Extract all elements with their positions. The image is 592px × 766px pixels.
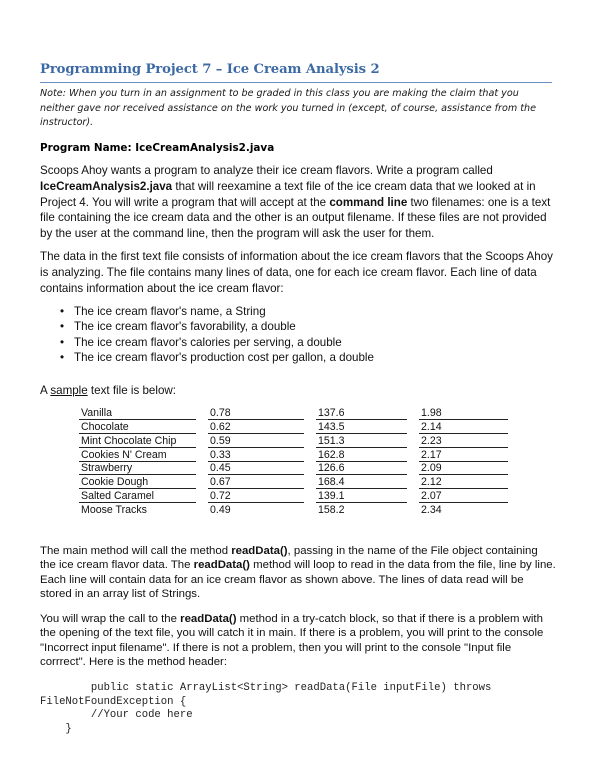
cost: 1.98 [419, 406, 508, 419]
calories: 143.5 [316, 419, 407, 433]
code-line: //Your code here [40, 709, 193, 722]
column-gap [304, 461, 316, 475]
cost: 2.07 [419, 489, 508, 503]
flavor-name: Moose Tracks [81, 504, 147, 517]
calories: 158.2 [318, 504, 345, 517]
column-gap [304, 475, 316, 489]
honesty-note: Note: When you turn in an assignment to be graded in this class you are making the claim that you neither gave nor received assistance on the work you turned in (except, of course, assistance from the instructor). [40, 88, 536, 128]
method-name: readData() [193, 559, 250, 572]
favorability: 0.67 [208, 475, 304, 489]
cost: 2.23 [419, 433, 508, 447]
flavor-name: Strawberry [79, 461, 196, 475]
list-item: • The ice cream flavor's production cost per gallon, a double [60, 350, 374, 365]
method-header-code [40, 682, 491, 736]
page-title: Programming Project 7 – Ice Cream Analysis 2 [40, 62, 380, 77]
table-row [79, 433, 508, 447]
list-item: • The ice cream flavor's favorability, a double [60, 319, 374, 334]
main-text-3: method will loop to read in the data from the file, line by line. Each line will contain data for an ice cream flavor as shown above. The lines of data read will be stored in an array list of Strings. [40, 559, 556, 601]
cost: 2.17 [419, 447, 508, 461]
intro-text-2: that will reexamine a text file of the ice cream data that we looked at in Project 4. You will write a program that will accept at the [40, 179, 536, 209]
favorability: 0.49 [210, 504, 231, 517]
table-row [79, 461, 508, 475]
sample-data-table [79, 406, 508, 516]
calories: 162.8 [316, 447, 407, 461]
favorability: 0.72 [208, 489, 304, 503]
favorability: 0.59 [208, 433, 304, 447]
method-name: readData() [231, 545, 288, 557]
column-gap [407, 461, 419, 475]
favorability: 0.45 [208, 461, 304, 475]
try-text-1: You will wrap the call to the [40, 613, 181, 625]
column-gap [407, 475, 419, 489]
list-item: • The ice cream flavor's calories per serving, a double [60, 335, 374, 350]
command-line-term: command line [329, 195, 408, 209]
favorability: 0.78 [208, 406, 304, 419]
intro-text-3: two filenames: one is a text file containing the ice cream data and the other is an output filename. If these files are not provided by the user at the command line, then the program will ask the user for them. [40, 195, 551, 241]
column-gap [407, 503, 419, 516]
list-item: • The ice cream flavor's name, a String [60, 304, 374, 319]
field-list [60, 304, 374, 366]
calories: 137.6 [316, 406, 407, 419]
column-gap [196, 475, 208, 489]
table-row [79, 489, 508, 503]
column-gap [196, 503, 208, 516]
column-gap [304, 433, 316, 447]
favorability: 0.62 [208, 419, 304, 433]
column-gap [407, 419, 419, 433]
main-text-2: , passing in the name of the File object containing the ice cream flavor data. The [40, 545, 538, 572]
data-description-paragraph: The data in the first text file consists of information about the ice cream flavors that the Scoops Ahoy is analyzing. The file contains many lines of data, one for each ice cream flavor. Each line of data contains information about the ice cream flavor: [40, 250, 553, 295]
flavor-name: Cookies N' Cream [79, 447, 196, 461]
flavor-name: Mint Chocolate Chip [79, 433, 196, 447]
column-gap [304, 447, 316, 461]
sample-intro-b: text file is below: [87, 384, 176, 397]
calories: 126.6 [316, 461, 407, 475]
column-gap [407, 489, 419, 503]
column-gap [304, 489, 316, 503]
flavor-name: Cookie Dough [79, 475, 196, 489]
cost: 2.34 [421, 504, 442, 517]
intro-paragraph [40, 163, 556, 242]
sample-intro-underlined: sample [50, 384, 88, 397]
column-gap [407, 447, 419, 461]
column-gap [304, 406, 316, 419]
flavor-name: Chocolate [79, 419, 196, 433]
column-gap [196, 433, 208, 447]
cost: 2.09 [419, 461, 508, 475]
program-filename: IceCreamAnalysis2.java [40, 179, 173, 193]
method-name: readData() [180, 613, 237, 625]
table-row [79, 503, 508, 516]
program-name: Program Name: IceCreamAnalysis2.java [40, 142, 275, 154]
column-gap [196, 447, 208, 461]
calories: 139.1 [316, 489, 407, 503]
column-gap [304, 503, 316, 516]
column-gap [196, 406, 208, 419]
title-divider [40, 82, 552, 83]
calories: 151.3 [316, 433, 407, 447]
try-text-2: method in a try-catch block, so that if there is a problem with the opening of the text file, you will catch it in main. If there is a problem, you will print to the console "Incorrect input filename". If there is not a problem, then you will print to the console "Input file corrrect". Here is the method header: [40, 613, 544, 669]
cost: 2.14 [419, 419, 508, 433]
try-catch-paragraph [40, 612, 556, 670]
column-gap [196, 419, 208, 433]
column-gap [407, 406, 419, 419]
main-method-paragraph [40, 544, 556, 602]
intro-text-1: Scoops Ahoy wants a program to analyze their ice cream flavors. Write a program called [40, 164, 493, 177]
flavor-name: Salted Caramel [79, 489, 196, 503]
table-row [79, 406, 508, 419]
sample-intro [40, 384, 176, 397]
code-line: } [40, 722, 72, 735]
column-gap [196, 489, 208, 503]
column-gap [304, 419, 316, 433]
table-row [79, 447, 508, 461]
column-gap [196, 461, 208, 475]
sample-intro-a: A [40, 384, 51, 397]
table-row [79, 419, 508, 433]
cost: 2.12 [419, 475, 508, 489]
code-line: FileNotFoundException { [40, 695, 187, 708]
column-gap [407, 433, 419, 447]
flavor-name: Vanilla [79, 406, 196, 419]
code-line: public static ArrayList<String> readData(File inputFile) throws [40, 682, 492, 694]
main-text-1: The main method will call the method [40, 545, 232, 557]
table-row [79, 475, 508, 489]
calories: 168.4 [316, 475, 407, 489]
favorability: 0.33 [208, 447, 304, 461]
